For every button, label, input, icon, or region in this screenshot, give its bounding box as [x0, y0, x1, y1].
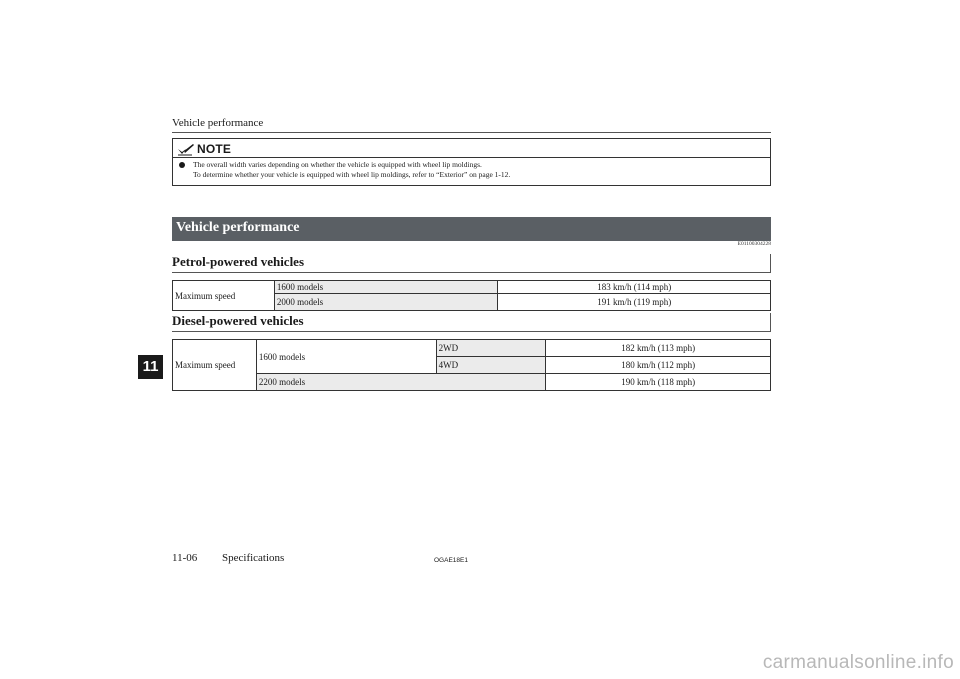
- table-row: [173, 374, 771, 391]
- diesel-drive-cell: 2WD: [436, 340, 546, 357]
- note-header: [177, 142, 231, 156]
- petrol-value-cell: 191 km/h (119 mph): [498, 294, 771, 311]
- petrol-value-cell: 183 km/h (114 mph): [498, 281, 771, 294]
- diesel-heading-edge: [770, 313, 771, 332]
- petrol-heading: Petrol-powered vehicles: [172, 254, 305, 269]
- section-code: E01100304228: [737, 241, 771, 247]
- note-box: [172, 138, 771, 186]
- petrol-model-cell: 2000 models: [274, 294, 498, 311]
- pencil-note-icon: [177, 143, 195, 156]
- petrol-heading-edge: [770, 254, 771, 273]
- header-rule: [172, 132, 771, 133]
- diesel-value-cell: 180 km/h (112 mph): [546, 357, 771, 374]
- diesel-drive-cell: 4WD: [436, 357, 546, 374]
- diesel-label-cell: Maximum speed: [173, 340, 257, 391]
- note-title: NOTE: [197, 142, 232, 156]
- diesel-value-cell: 182 km/h (113 mph): [546, 340, 771, 357]
- footer-page-number: 11-06: [172, 552, 198, 564]
- diesel-heading-rule: [172, 331, 771, 332]
- note-line-2: To determine whether your vehicle is equipped with wheel lip moldings, refer to “Exterior” on page 1-12.: [193, 170, 511, 179]
- diesel-model-cell: 2200 models: [256, 374, 546, 391]
- diesel-speed-table: [172, 339, 771, 391]
- bullet-icon: [179, 162, 185, 168]
- footer-section-name: Specifications: [222, 552, 285, 564]
- watermark: carmanualsonline.info: [762, 652, 954, 673]
- running-head: Vehicle performance: [172, 117, 264, 129]
- section-title: Vehicle performance: [176, 220, 300, 235]
- petrol-label-cell: Maximum speed: [173, 281, 275, 311]
- petrol-model-cell: 1600 models: [274, 281, 498, 294]
- table-row: [173, 340, 771, 357]
- diesel-model-cell: 1600 models: [256, 340, 436, 374]
- footer-doc-code: OGAE18E1: [434, 557, 468, 564]
- chapter-tab: 11: [138, 355, 163, 379]
- petrol-heading-rule: [172, 272, 771, 273]
- petrol-speed-table: [172, 280, 771, 311]
- section-band: [172, 217, 771, 241]
- diesel-heading: Diesel-powered vehicles: [172, 313, 304, 328]
- table-row: [173, 281, 771, 294]
- note-line-1: The overall width varies depending on whether the vehicle is equipped with wheel lip moldings.: [193, 160, 482, 169]
- diesel-value-cell: 190 km/h (118 mph): [546, 374, 771, 391]
- note-rule: [173, 157, 770, 158]
